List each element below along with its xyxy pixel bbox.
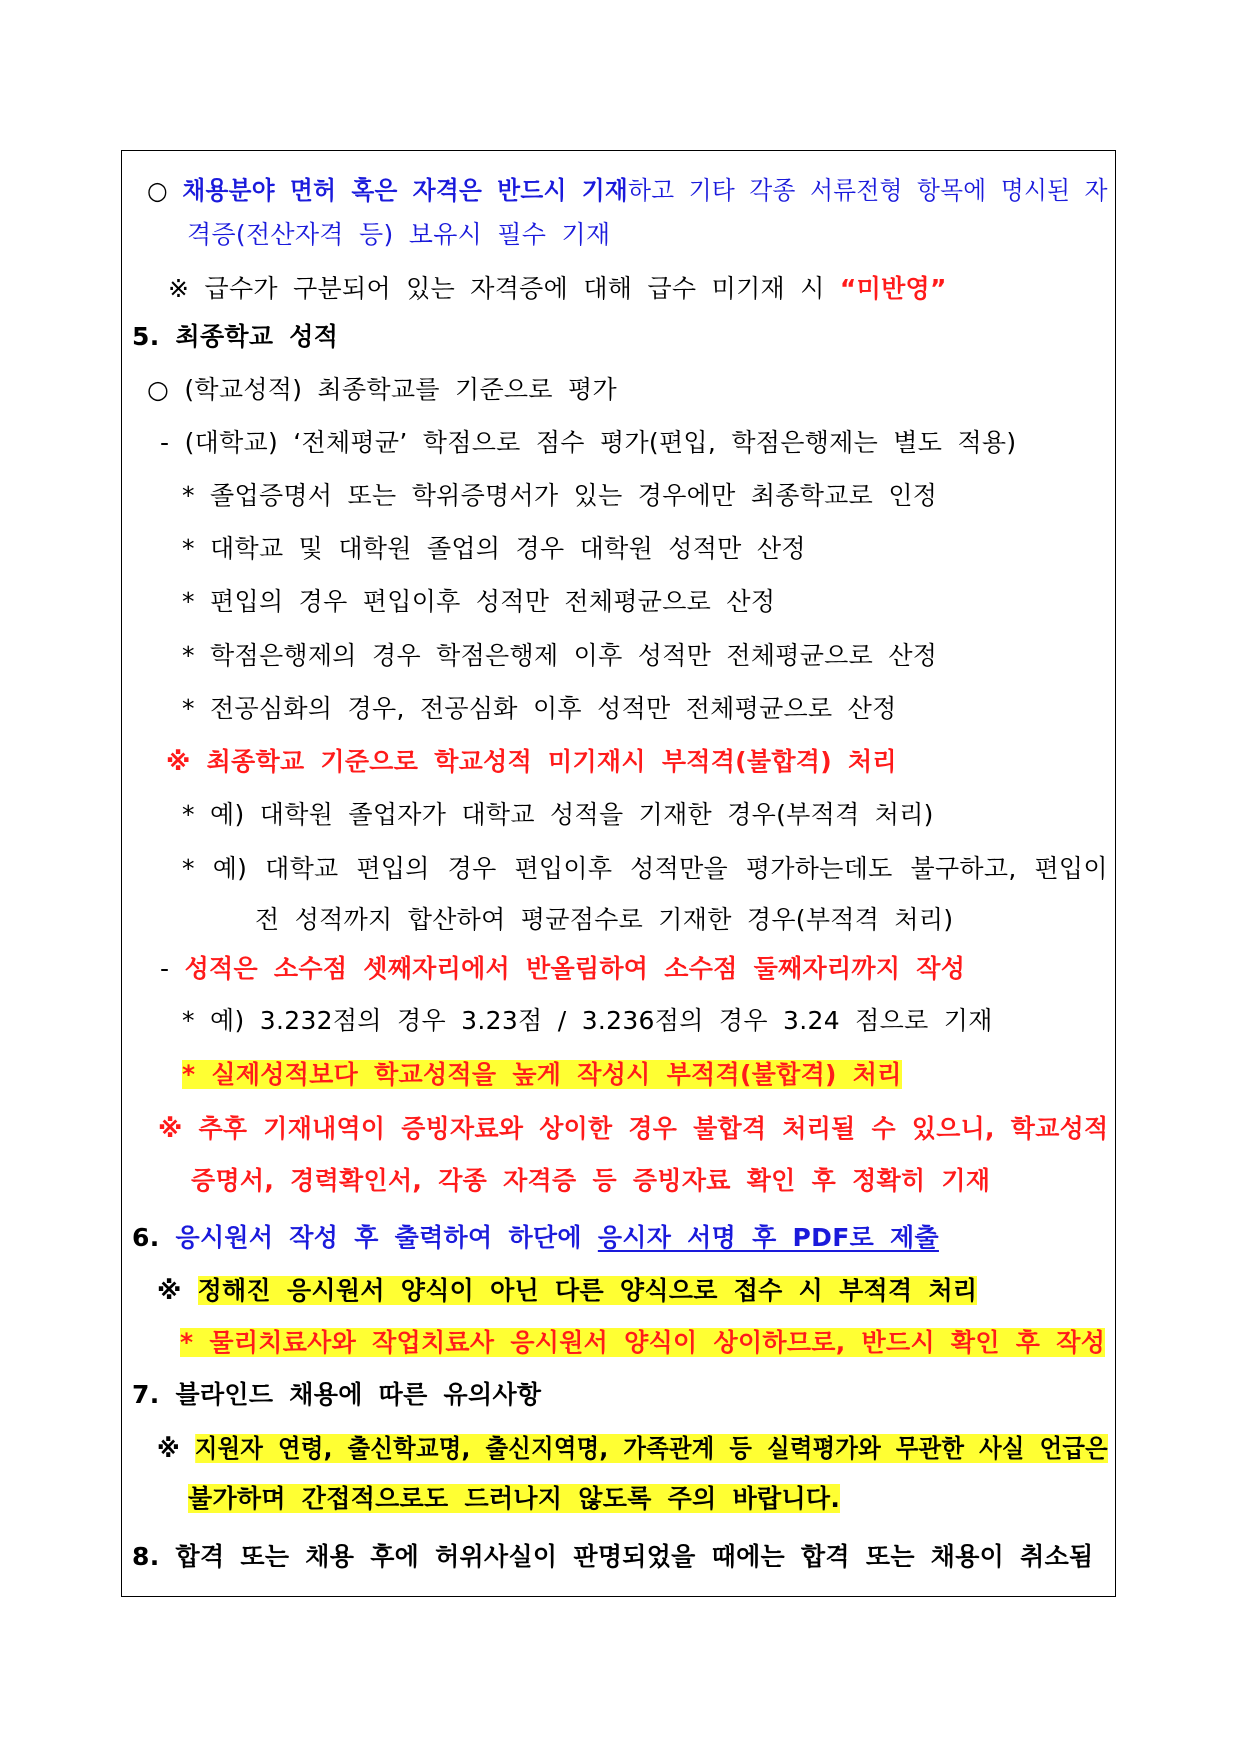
doc-line-1-part-2: 채용분야 면허 혹은 자격은 반드시 기재: [182, 176, 629, 205]
doc-line-2-part-1: 격증(전산자격 등) 보유시 필수 기재: [187, 220, 611, 249]
doc-line-6: [160, 426, 1016, 460]
doc-line-18: [182, 1058, 902, 1092]
doc-line-25-part-1: ※: [157, 1434, 195, 1463]
doc-line-22-part-2: 정해진 응시원서 양식이 아닌 다른 양식으로 접수 시 부적격 처리: [197, 1276, 978, 1305]
doc-line-1-part-1: ○: [147, 176, 183, 205]
doc-line-23: [180, 1326, 1105, 1360]
doc-line-13-part-1: * 예) 대학원 졸업자가 대학교 성적을 기재한 경우(부적격 처리): [182, 800, 934, 829]
doc-line-21: [132, 1221, 939, 1255]
doc-line-2: [187, 218, 610, 252]
doc-line-18-part-1: * 실제성적보다 학교성적을 높게 작성시 부적격(불합격) 처리: [182, 1060, 902, 1089]
doc-line-26: [188, 1482, 840, 1516]
doc-line-1-part-3: 하고 기타 각종 서류전형 항목에 명시된 자: [628, 176, 1108, 205]
doc-line-14: [182, 852, 1108, 886]
doc-line-15: [255, 903, 953, 937]
doc-line-19: [158, 1112, 1108, 1146]
doc-line-16-part-1: -: [160, 954, 185, 983]
doc-line-27: [132, 1540, 1093, 1574]
doc-line-11-part-1: * 전공심화의 경우, 전공심화 이후 성적만 전체평균으로 산정: [182, 694, 897, 723]
doc-line-17-part-1: * 예) 3.232점의 경우 3.23점 / 3.236점의 경우 3.24 점으로 기재: [182, 1006, 993, 1035]
doc-line-12-part-1: ※ 최종학교 기준으로 학교성적 미기재시 부적격(불합격) 처리: [166, 747, 897, 776]
doc-line-8-part-1: * 대학교 및 대학원 졸업의 경우 대학원 성적만 산정: [182, 534, 806, 563]
doc-line-9-part-1: * 편입의 경우 편입이후 성적만 전체평균으로 산정: [182, 587, 776, 616]
doc-line-1: [147, 174, 1108, 208]
doc-line-9: [182, 585, 775, 619]
doc-line-16: [160, 952, 965, 986]
doc-line-5: [147, 373, 617, 407]
doc-line-17: [182, 1004, 993, 1038]
doc-line-7: [182, 479, 937, 513]
doc-line-7-part-1: * 졸업증명서 또는 학위증명서가 있는 경우에만 최종학교로 인정: [182, 481, 938, 510]
doc-line-22: [157, 1274, 977, 1308]
doc-line-21-part-1: 6.: [132, 1223, 176, 1252]
doc-line-15-part-1: 전 성적까지 합산하여 평균점수로 기재한 경우(부적격 처리): [255, 905, 954, 934]
doc-line-3: [168, 272, 947, 306]
doc-line-3-part-2: “미반영”: [839, 274, 947, 303]
doc-line-25-part-2: 지원자 연령, 출신학교명, 출신지역명, 가족관계 등 실력평가와 무관한 사실 언급은: [194, 1434, 1108, 1463]
doc-line-20: [191, 1164, 990, 1198]
doc-line-10-part-1: * 학점은행제의 경우 학점은행제 이후 성적만 전체평균으로 산정: [182, 641, 938, 670]
doc-line-23-part-1: * 물리치료사와 작업치료사 응시원서 양식이 상이하므로, 반드시 확인 후 작성: [180, 1328, 1106, 1357]
doc-line-24-part-1: 7. 블라인드 채용에 따른 유의사항: [132, 1380, 542, 1409]
doc-line-20-part-1: 증명서, 경력확인서, 각종 자격증 등 증빙자료 확인 후 정확히 기재: [191, 1166, 991, 1195]
doc-line-19-part-1: ※ 추후 기재내역이 증빙자료와 상이한 경우 불합격 처리될 수 있으니, 학교성적: [158, 1114, 1109, 1143]
doc-line-12: [166, 745, 897, 779]
doc-line-6-part-1: - (대학교) ‘전체평균’ 학점으로 점수 평가(편입, 학점은행제는 별도 적용): [160, 428, 1017, 457]
doc-line-5-part-1: ○ (학교성적) 최종학교를 기준으로 평가: [147, 375, 617, 404]
doc-line-22-part-1: ※: [157, 1276, 198, 1305]
doc-line-27-part-1: 8. 합격 또는 채용 후에 허위사실이 판명되었을 때에는 합격 또는 채용이 취소됨: [132, 1542, 1094, 1571]
doc-line-10: [182, 639, 937, 673]
doc-line-11: [182, 692, 897, 726]
doc-line-13: [182, 798, 934, 832]
doc-line-24: [132, 1378, 541, 1412]
doc-line-16-part-2: 성적은 소수점 셋째자리에서 반올림하여 소수점 둘째자리까지 작성: [184, 954, 966, 983]
doc-line-3-part-1: ※ 급수가 구분되어 있는 자격증에 대해 급수 미기재 시: [168, 274, 840, 303]
doc-line-21-part-3: 응시자 서명 후 PDF로 제출: [597, 1223, 939, 1252]
doc-line-21-part-2: 응시원서 작성 후 출력하여 하단에: [175, 1223, 598, 1252]
doc-line-4-part-1: 5. 최종학교 성적: [132, 322, 339, 351]
doc-line-14-part-1: * 예) 대학교 편입의 경우 편입이후 성적만을 평가하는데도 불구하고, 편입이: [182, 854, 1108, 883]
doc-line-8: [182, 532, 806, 566]
doc-line-26-part-1: 불가하며 간접적으로도 드러나지 않도록 주의 바랍니다.: [188, 1484, 841, 1513]
doc-line-4: [132, 320, 338, 354]
doc-line-25: [157, 1432, 1108, 1466]
